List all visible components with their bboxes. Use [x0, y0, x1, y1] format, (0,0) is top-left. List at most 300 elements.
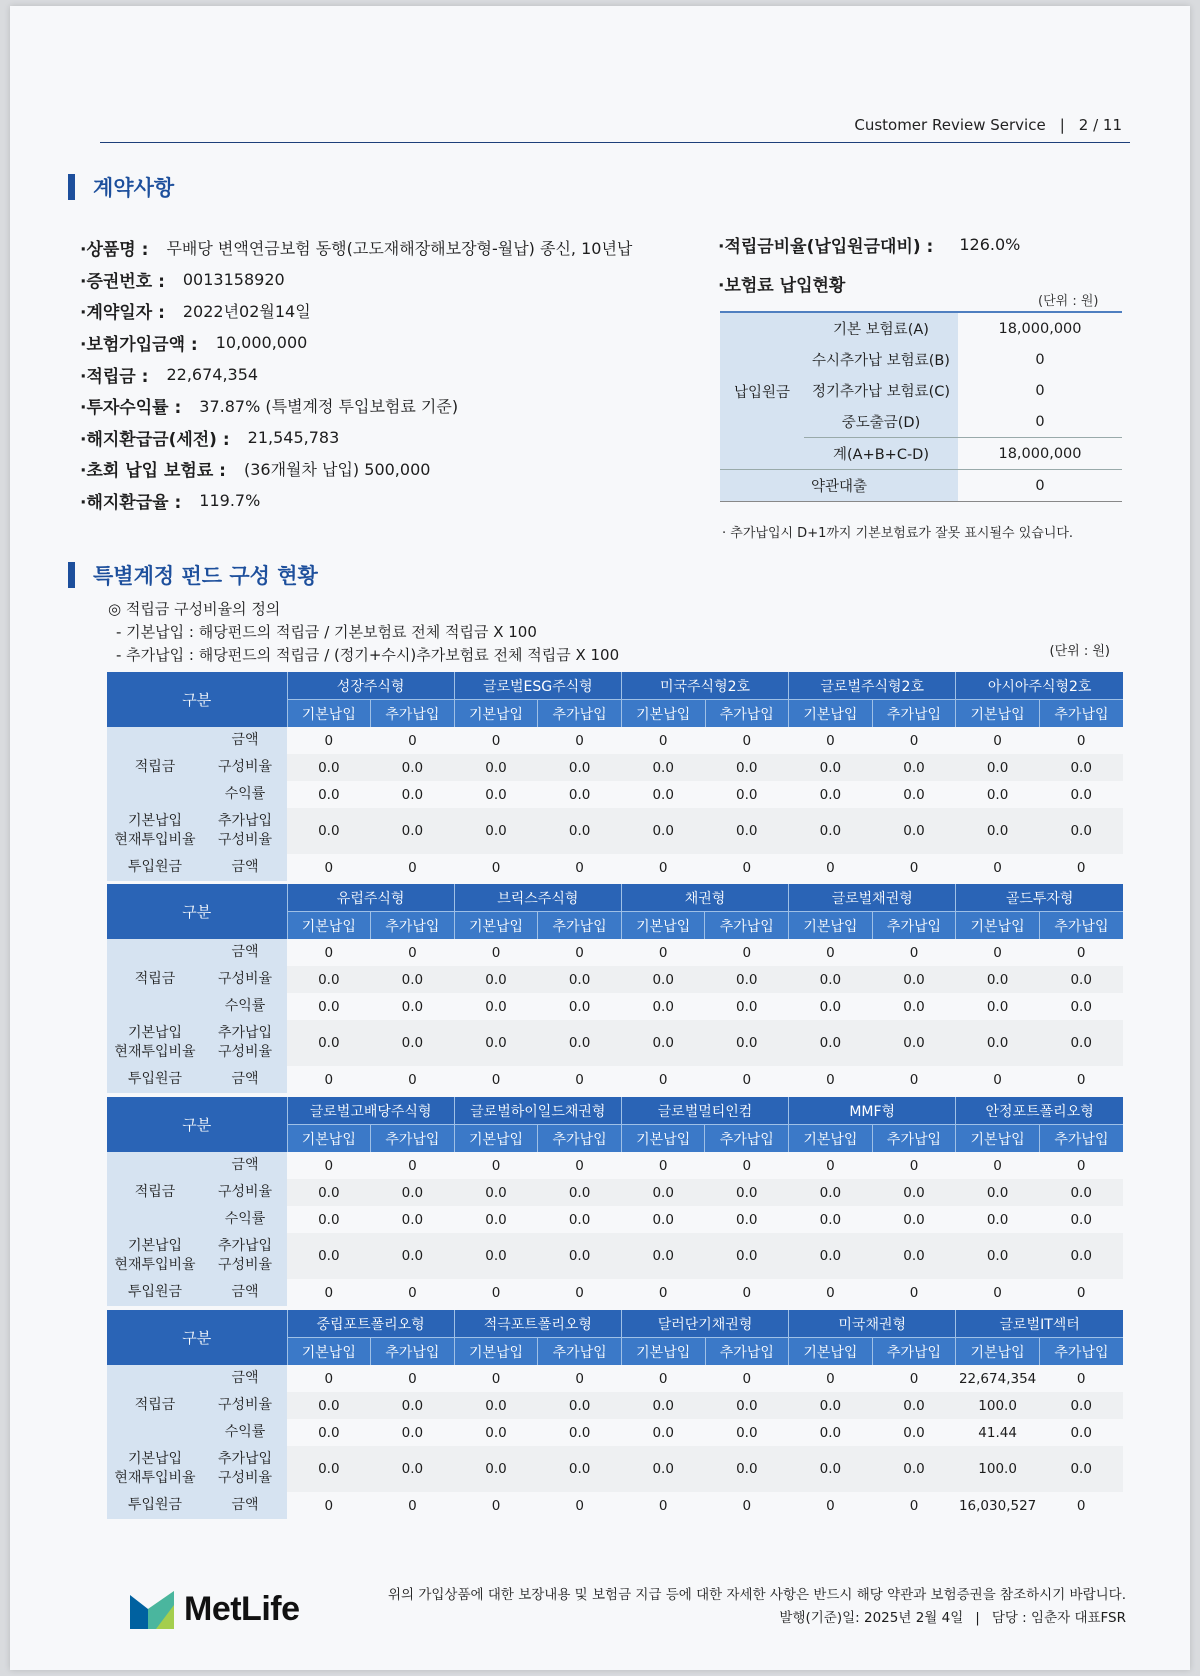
- fund-cell: 0.0: [287, 966, 371, 993]
- fund-name: 채권형: [621, 884, 788, 912]
- fund-cell: 0: [454, 1152, 538, 1179]
- fund-cell: 0: [789, 1365, 873, 1392]
- contract-row: [80, 485, 632, 517]
- fund-cell: 0.0: [705, 808, 789, 854]
- payment-title-text: ·보험료 납입현황: [718, 276, 846, 296]
- fund-cell: 0.0: [371, 781, 455, 808]
- fund-name: 글로벌주식형2호: [789, 672, 956, 700]
- fund-cell: 0.0: [1039, 808, 1123, 854]
- fund-cell: 0.0: [956, 808, 1040, 854]
- fund-cell: 0.0: [538, 1233, 622, 1279]
- fund-cell: 0.0: [705, 1233, 789, 1279]
- row-label: 수익률: [203, 781, 287, 808]
- fund-cell: 16,030,527: [956, 1492, 1040, 1519]
- fund-cell: 0.0: [705, 1392, 789, 1419]
- fund-name: MMF형: [789, 1097, 956, 1125]
- fund-name-row: [107, 1310, 1123, 1338]
- fund-cell: 0: [705, 1365, 789, 1392]
- definition-title: ◎ 적립금 구성비율의 정의: [108, 600, 281, 618]
- row-label: 금액: [203, 1365, 287, 1392]
- fund-cell: 0: [538, 854, 622, 881]
- contract-details: [80, 232, 632, 516]
- fund-cell: 0: [621, 727, 705, 754]
- extra-payment-header: 추가납입: [705, 1338, 789, 1366]
- fund-cell: 0.0: [621, 966, 705, 993]
- section-bar: [68, 562, 75, 588]
- row-label: 금액: [203, 939, 287, 966]
- fund-name: 아시아주식형2호: [956, 672, 1123, 700]
- extra-payment-header: 추가납입: [538, 700, 622, 728]
- fund-cell: 0: [454, 854, 538, 881]
- current-ratio-row: [107, 1020, 1123, 1066]
- contract-label: ·계약일자 :: [80, 303, 165, 324]
- fund-cell: 0: [705, 939, 789, 966]
- fund-cell: 0: [538, 1152, 622, 1179]
- fund-cell: 0.0: [371, 1206, 455, 1233]
- gubun-header: 구분: [107, 1097, 287, 1152]
- fund-cell: 100.0: [956, 1392, 1040, 1419]
- fund-cell: 0.0: [789, 1392, 873, 1419]
- fund-cell: 0: [872, 854, 956, 881]
- fund-cell: 0.0: [705, 1446, 789, 1492]
- fund-cell: 0: [454, 727, 538, 754]
- fund-cell: 0: [287, 1279, 371, 1306]
- definition-basic: - 기본납입 : 해당펀드의 적립금 / 기본보험료 전체 적립금 X 100: [116, 623, 537, 641]
- section-bar: [68, 174, 75, 200]
- extra-payment-header: 추가납입: [538, 912, 622, 940]
- fund-cell: 0.0: [538, 1419, 622, 1446]
- ratio-row: [107, 1179, 1123, 1206]
- fund-unit: (단위 : 원): [1049, 644, 1110, 659]
- current-ratio-row: [107, 1233, 1123, 1279]
- basic-payment-header: 기본납입: [454, 1338, 538, 1366]
- contract-label: ·투자수익률 :: [80, 398, 182, 419]
- current-label-line1: 기본납입: [127, 1238, 183, 1254]
- fund-cell: 0.0: [538, 754, 622, 781]
- fund-cell: 0.0: [1039, 1179, 1123, 1206]
- metlife-logo: [130, 1590, 300, 1629]
- fund-name: 브릭스주식형: [454, 884, 621, 912]
- fund-cell: 0.0: [538, 1446, 622, 1492]
- fund-cell: 0.0: [705, 1206, 789, 1233]
- fund-cell: 0: [1039, 939, 1123, 966]
- fund-cell: 0: [1039, 1279, 1123, 1306]
- fund-cell: 0.0: [287, 808, 371, 854]
- fund-cell: 0.0: [956, 1233, 1040, 1279]
- fund-cell: 0: [789, 1492, 873, 1519]
- current-label-line2: 현재투입비율: [114, 1470, 196, 1486]
- fund-cell: 0: [538, 1279, 622, 1306]
- fund-cell: 0.0: [538, 993, 622, 1020]
- fund-cell: 0: [538, 727, 622, 754]
- fund-cell: 0.0: [789, 993, 873, 1020]
- fund-cell: 0: [287, 1365, 371, 1392]
- fund-cell: 0: [371, 1066, 455, 1093]
- ratio-row: [718, 232, 1020, 257]
- fund-cell: 0: [705, 1152, 789, 1179]
- current-extra-line2: 구성비율: [217, 1044, 273, 1060]
- loan-value: 0: [958, 470, 1122, 502]
- basic-payment-header: 기본납입: [621, 1125, 705, 1153]
- fund-cell: 0.0: [621, 1179, 705, 1206]
- fund-cell: 0.0: [1039, 993, 1123, 1020]
- ratio-row: [107, 754, 1123, 781]
- principal-label: 투입원금: [107, 854, 203, 881]
- extra-payment-header: 추가납입: [1039, 700, 1123, 728]
- current-extra-label: [203, 1233, 287, 1279]
- fund-cell: 0.0: [872, 966, 956, 993]
- ratio-definitions: [108, 598, 619, 667]
- fund-cell: 0.0: [872, 808, 956, 854]
- contract-summary: [718, 232, 1020, 296]
- current-extra-line1: 추가납입: [217, 1451, 273, 1467]
- fund-cell: 0.0: [454, 993, 538, 1020]
- basic-payment-header: 기본납입: [454, 912, 538, 940]
- contract-value: 22,674,354: [166, 364, 259, 384]
- fund-cell: 0.0: [789, 1179, 873, 1206]
- payment-item-value: 0: [958, 375, 1122, 406]
- fund-cell: 0.0: [621, 1419, 705, 1446]
- payment-group-label: 납입원금: [720, 312, 804, 470]
- payment-item-label: 기본 보험료(A): [804, 312, 958, 344]
- jeokrip-label: 적립금: [107, 939, 203, 1020]
- fund-cell: 0.0: [956, 993, 1040, 1020]
- basic-payment-header: 기본납입: [789, 700, 873, 728]
- payment-item-label: 수시추가납 보험료(B): [804, 344, 958, 375]
- fund-cell: 0: [454, 1066, 538, 1093]
- contract-value: 2022년02월14일: [182, 302, 311, 322]
- amount-row: [107, 1365, 1123, 1392]
- fund-cell: 0: [705, 1279, 789, 1306]
- service-name: Customer Review Service: [854, 116, 1046, 134]
- basic-payment-header: 기본납입: [789, 1338, 873, 1366]
- payment-table: [720, 311, 1122, 502]
- jeokrip-label: 적립금: [107, 1365, 203, 1446]
- fund-name-row: [107, 1097, 1123, 1125]
- fund-cell: 0.0: [1039, 1020, 1123, 1066]
- fund-cell: 0.0: [789, 1233, 873, 1279]
- yield-row: [107, 1419, 1123, 1446]
- fund-cell: 0: [956, 939, 1040, 966]
- fund-cell: 0.0: [789, 1206, 873, 1233]
- fund-cell: 0.0: [621, 1233, 705, 1279]
- fund-cell: 0: [872, 1492, 956, 1519]
- ratio-label: ·적립금비율(납입원금대비) :: [718, 237, 934, 257]
- basic-payment-header: 기본납입: [454, 1125, 538, 1153]
- fund-cell: 0.0: [621, 808, 705, 854]
- fund-cell: 0: [1039, 1152, 1123, 1179]
- fund-cell: 0: [956, 727, 1040, 754]
- fund-cell: 0: [872, 1365, 956, 1392]
- extra-payment-header: 추가납입: [371, 1125, 455, 1153]
- fund-cell: 0: [789, 727, 873, 754]
- principal-row: [107, 1492, 1123, 1519]
- fund-cell: 0: [621, 939, 705, 966]
- contract-value: 119.7%: [199, 491, 261, 511]
- fund-cell: 0.0: [872, 781, 956, 808]
- fund-cell: 0: [371, 1279, 455, 1306]
- fund-cell: 0.0: [956, 1179, 1040, 1206]
- payment-unit: (단위 : 원): [1038, 294, 1099, 309]
- fund-cell: 0.0: [371, 1179, 455, 1206]
- jeokrip-label: 적립금: [107, 1152, 203, 1233]
- fund-cell: 0: [872, 1152, 956, 1179]
- fund-cell: 0: [789, 1152, 873, 1179]
- fund-cell: 0: [621, 854, 705, 881]
- fund-cell: 0.0: [621, 1392, 705, 1419]
- fund-cell: 0.0: [454, 1419, 538, 1446]
- fund-cell: 0.0: [538, 781, 622, 808]
- current-ratio-label: [107, 1020, 203, 1066]
- fund-cell: 0.0: [789, 1446, 873, 1492]
- fund-name-row: [107, 672, 1123, 700]
- contract-value: 21,545,783: [247, 427, 340, 447]
- ratio-row: [107, 1392, 1123, 1419]
- current-label-line2: 현재투입비율: [114, 1044, 196, 1060]
- fund-cell: 0.0: [872, 1419, 956, 1446]
- fund-cell: 0: [538, 1365, 622, 1392]
- fund-cell: 0.0: [1039, 781, 1123, 808]
- contact-person: 담당 : 임춘자 대표FSR: [991, 1610, 1126, 1626]
- contract-row: [80, 232, 632, 264]
- fund-cell: 0: [705, 854, 789, 881]
- amount-row: [107, 939, 1123, 966]
- fund-cell: 0.0: [789, 1020, 873, 1066]
- fund-name: 글로벌하이일드채권형: [454, 1097, 621, 1125]
- extra-payment-header: 추가납입: [705, 912, 789, 940]
- fund-cell: 0: [621, 1066, 705, 1093]
- contract-value: 10,000,000: [215, 333, 308, 353]
- fund-cell: 0.0: [789, 754, 873, 781]
- fund-cell: 0.0: [538, 1020, 622, 1066]
- extra-payment-header: 추가납입: [872, 1125, 956, 1153]
- basic-payment-header: 기본납입: [287, 1125, 371, 1153]
- fund-name: 중립포트폴리오형: [287, 1310, 454, 1338]
- current-extra-label: [203, 1446, 287, 1492]
- fund-cell: 0: [371, 1152, 455, 1179]
- fund-cell: 0.0: [371, 1419, 455, 1446]
- fund-cell: 0: [705, 1492, 789, 1519]
- fund-cell: 0: [1039, 1492, 1123, 1519]
- basic-payment-header: 기본납입: [956, 912, 1040, 940]
- fund-cell: 0.0: [454, 1446, 538, 1492]
- fund-cell: 0.0: [454, 781, 538, 808]
- fund-cell: 0: [956, 1152, 1040, 1179]
- fund-cell: 0.0: [705, 781, 789, 808]
- fund-cell: 0.0: [454, 1233, 538, 1279]
- current-extra-line1: 추가납입: [217, 1238, 273, 1254]
- fund-section-title: [68, 560, 318, 590]
- payment-item-label: 계(A+B+C-D): [804, 438, 958, 470]
- fund-cell: 0.0: [454, 1392, 538, 1419]
- contract-value: 무배당 변액연금보험 동행(고도재해장해보장형-월납) 종신, 10년납: [166, 239, 633, 259]
- fund-cell: 0.0: [872, 1179, 956, 1206]
- fund-cell: 0.0: [872, 1446, 956, 1492]
- fund-cell: 0: [872, 939, 956, 966]
- payment-item-value: 0: [958, 406, 1122, 438]
- fund-cell: 0: [538, 1492, 622, 1519]
- fund-cell: 0.0: [956, 1020, 1040, 1066]
- fund-cell: 0.0: [287, 1419, 371, 1446]
- fund-cell: 0.0: [287, 993, 371, 1020]
- extra-payment-header: 추가납입: [1039, 1338, 1123, 1366]
- fund-cell: 0: [621, 1152, 705, 1179]
- basic-payment-header: 기본납입: [287, 700, 371, 728]
- fund-cell: 0: [956, 1066, 1040, 1093]
- fund-table: [107, 1310, 1123, 1519]
- extra-payment-header: 추가납입: [538, 1125, 622, 1153]
- fund-cell: 0: [287, 1066, 371, 1093]
- footer: [388, 1584, 1126, 1630]
- row-label: 수익률: [203, 993, 287, 1020]
- fund-title-text: 특별계정 펀드 구성 현황: [93, 564, 318, 588]
- fund-cell: 0: [287, 1492, 371, 1519]
- principal-label: 투입원금: [107, 1492, 203, 1519]
- current-extra-line2: 구성비율: [217, 1257, 273, 1273]
- fund-cell: 0.0: [789, 808, 873, 854]
- fund-cell: 0.0: [705, 1020, 789, 1066]
- fund-name: 달러단기채권형: [621, 1310, 788, 1338]
- amount-row: [107, 1152, 1123, 1179]
- fund-cell: 0.0: [1039, 1392, 1123, 1419]
- principal-row: [107, 854, 1123, 881]
- fund-table: [107, 672, 1123, 881]
- basic-payment-header: 기본납입: [454, 700, 538, 728]
- fund-cell: 0: [454, 1279, 538, 1306]
- fund-cell: 0.0: [371, 1446, 455, 1492]
- fund-cell: 0: [371, 939, 455, 966]
- fund-cell: 0: [705, 727, 789, 754]
- fund-cell: 0: [287, 939, 371, 966]
- fund-cell: 0.0: [621, 781, 705, 808]
- fund-cell: 0.0: [621, 993, 705, 1020]
- fund-name-row: [107, 884, 1123, 912]
- current-extra-label: [203, 808, 287, 854]
- fund-cell: 0: [872, 1066, 956, 1093]
- fund-cell: 0.0: [371, 754, 455, 781]
- extra-payment-header: 추가납입: [705, 700, 789, 728]
- fund-cell: 0.0: [454, 754, 538, 781]
- payment-title: [718, 271, 1020, 296]
- contract-label: ·초회 납입 보험료 :: [80, 461, 226, 482]
- principal-row: [107, 1066, 1123, 1093]
- basic-payment-header: 기본납입: [621, 700, 705, 728]
- row-label: 구성비율: [203, 966, 287, 993]
- fund-cell: 0: [789, 1066, 873, 1093]
- payment-row: [720, 312, 1122, 344]
- fund-cell: 0.0: [1039, 1206, 1123, 1233]
- current-ratio-row: [107, 808, 1123, 854]
- fund-cell: 0.0: [705, 754, 789, 781]
- fund-table: [107, 884, 1123, 1093]
- basic-payment-header: 기본납입: [789, 912, 873, 940]
- yield-row: [107, 1206, 1123, 1233]
- payment-item-value: 18,000,000: [958, 438, 1122, 470]
- fund-cell: 0.0: [705, 1419, 789, 1446]
- fund-name: 글로벌ESG주식형: [454, 672, 621, 700]
- payment-item-value: 0: [958, 344, 1122, 375]
- fund-cell: 0.0: [371, 808, 455, 854]
- fund-cell: 0: [371, 1365, 455, 1392]
- contract-row: [80, 327, 632, 359]
- extra-payment-header: 추가납입: [872, 700, 956, 728]
- fund-cell: 0.0: [538, 1392, 622, 1419]
- contract-label: ·해지환급율 :: [80, 493, 182, 514]
- fund-cell: 0.0: [872, 1233, 956, 1279]
- page-number: 2 / 11: [1078, 116, 1122, 134]
- contract-section-title: [68, 172, 174, 202]
- fund-cell: 0.0: [872, 1020, 956, 1066]
- extra-payment-header: 추가납입: [872, 1338, 956, 1366]
- gubun-header: 구분: [107, 1310, 287, 1365]
- contract-label: ·해지환급금(세전) :: [80, 429, 230, 450]
- contract-row: [80, 295, 632, 327]
- fund-cell: 0: [287, 727, 371, 754]
- fund-cell: 0.0: [621, 1206, 705, 1233]
- current-extra-label: [203, 1020, 287, 1066]
- fund-cell: 0: [872, 1279, 956, 1306]
- fund-cell: 0.0: [371, 1233, 455, 1279]
- header-rule: [100, 142, 1130, 143]
- fund-cell: 0: [538, 1066, 622, 1093]
- fund-cell: 0.0: [371, 1020, 455, 1066]
- fund-name: 글로벌IT섹터: [956, 1310, 1123, 1338]
- current-label-line1: 기본납입: [127, 1025, 183, 1041]
- current-ratio-label: [107, 1233, 203, 1279]
- fund-cell: 0: [705, 1066, 789, 1093]
- fund-cell: 0.0: [789, 1419, 873, 1446]
- fund-cell: 0.0: [371, 966, 455, 993]
- extra-payment-header: 추가납입: [371, 700, 455, 728]
- footer-separator: |: [975, 1610, 980, 1626]
- contract-row: [80, 453, 632, 485]
- extra-payment-header: 추가납입: [371, 912, 455, 940]
- ratio-value: 126.0%: [959, 235, 1021, 254]
- fund-cell: 0: [371, 727, 455, 754]
- fund-cell: 0: [789, 854, 873, 881]
- fund-cell: 0.0: [789, 966, 873, 993]
- row-label: 금액: [203, 854, 287, 881]
- payment-item-label: 정기추가납 보험료(C): [804, 375, 958, 406]
- extra-payment-header: 추가납입: [1039, 1125, 1123, 1153]
- fund-cell: 0.0: [287, 1179, 371, 1206]
- fund-name: 글로벌멀티인컴: [621, 1097, 788, 1125]
- fund-cell: 0.0: [287, 781, 371, 808]
- basic-payment-header: 기본납입: [621, 1338, 705, 1366]
- contract-label: ·상품명 :: [80, 240, 149, 261]
- fund-cell: 0.0: [705, 966, 789, 993]
- contract-row: [80, 358, 632, 390]
- loan-label: 약관대출: [720, 470, 958, 502]
- contract-value: (36개월차 납입) 500,000: [243, 460, 431, 480]
- fund-cell: 0: [789, 1279, 873, 1306]
- jeokrip-label: 적립금: [107, 727, 203, 808]
- amount-row: [107, 727, 1123, 754]
- yield-row: [107, 993, 1123, 1020]
- fund-cell: 0.0: [872, 1392, 956, 1419]
- fund-cell: 0: [371, 1492, 455, 1519]
- fund-cell: 0.0: [287, 754, 371, 781]
- payment-item-value: 18,000,000: [958, 312, 1122, 344]
- fund-cell: 0.0: [956, 966, 1040, 993]
- fund-cell: 0: [1039, 854, 1123, 881]
- contract-value: 0013158920: [182, 269, 285, 289]
- fund-cell: 0.0: [371, 1392, 455, 1419]
- contract-title-text: 계약사항: [93, 176, 175, 200]
- fund-cell: 0: [1039, 1365, 1123, 1392]
- fund-cell: 0.0: [538, 808, 622, 854]
- basic-payment-header: 기본납입: [789, 1125, 873, 1153]
